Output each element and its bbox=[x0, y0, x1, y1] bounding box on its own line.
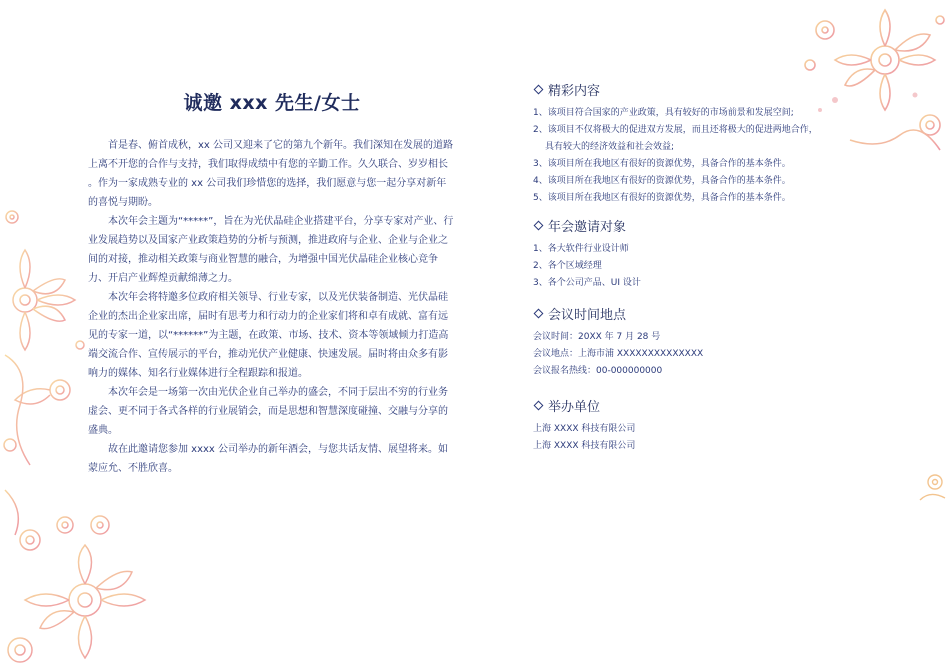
meeting-location: 会议地点：上海市浦 XXXXXXXXXXXXXX bbox=[533, 349, 704, 359]
body-paragraph-1a: 首是春、俯首成秋，xx 公司又迎来了它的第九个新年。我们深知在发展的道路上离不开您的合作与支持，我们取得成绩中有您的辛勤工作。久久联合、岁岁相长 bbox=[88, 140, 454, 170]
floral-decoration-left-middle bbox=[0, 205, 95, 475]
list-item: 4、该项目所在我地区有很好的资源优势，具备合作的基本条件。 bbox=[533, 176, 791, 186]
section-heading bbox=[533, 304, 833, 323]
list-item: 2、该项目不仅将极大的促进双方发展，而且还将极大的促进两地合作， bbox=[533, 125, 818, 135]
organizer-list bbox=[533, 421, 833, 455]
heading-text: 举办单位 bbox=[548, 400, 601, 415]
section-highlights bbox=[533, 80, 833, 207]
body-paragraph-2: 本次年会主题为“*****”，旨在为光伏晶硅企业搭建平台，分享专家对产业、行业发展趋势以及国家产业政策趋势的分析与预测，推进政府与企业、企业与企业之间的对接，推动相关政策与商业智慧的融合，为增强中国光伏晶硅企业核心竞争力、开启产业辉煌贡献绵薄之力。 bbox=[88, 216, 454, 284]
invitation-title: 诚邀 xxx 先生/女士 bbox=[183, 92, 361, 114]
list-item: 3、该项目所在我地区有很好的资源优势，具备合作的基本条件。 bbox=[533, 159, 791, 169]
list-item: 5、该项目所在我地区有很好的资源优势，具备合作的基本条件。 bbox=[533, 193, 791, 203]
list-item: 3、各个公司产品、UI 设计 bbox=[533, 278, 641, 288]
list-item: 1、该项目符合国家的产业政策，具有较好的市场前景和发展空间; bbox=[533, 108, 794, 118]
organizer-name: 上海 XXXX 科技有限公司 bbox=[533, 441, 636, 451]
invitee-list bbox=[533, 241, 833, 292]
registration-hotline: 会议报名热线：00-000000000 bbox=[533, 366, 663, 376]
organizer-name: 上海 XXXX 科技有限公司 bbox=[533, 424, 636, 434]
body-paragraph-4: 本次年会是一场第一次由光伏企业自己举办的盛会，不同于层出不穷的行业务虚会、更不同于各式各样的行业展销会，而是思想和智慧深度碰撞、交融与分享的盛典。 bbox=[88, 387, 448, 436]
diamond-bullet-icon bbox=[534, 221, 544, 231]
body-paragraph-5: 故在此邀请您参加 xxxx 公司举办的新年酒会，与您共话友情、展望将来。如蒙应允、不胜欣喜。 bbox=[88, 444, 449, 474]
diamond-bullet-icon bbox=[534, 309, 544, 319]
section-organizers bbox=[533, 396, 833, 455]
diamond-bullet-icon bbox=[534, 85, 544, 95]
section-heading bbox=[533, 396, 833, 415]
section-heading bbox=[533, 216, 833, 235]
diamond-bullet-icon bbox=[534, 401, 544, 411]
invitation-body bbox=[88, 136, 456, 478]
body-paragraph-3: 本次年会将特邀多位政府相关领导、行业专家，以及光伏装备制造、光伏晶硅企业的杰出企业家出席，届时有思考力和行动力的企业家们将和卓有成就、富有远见的专家一道，以“******”为主题，在政策、市场、技术、资本等领域倾力打造高端交流合作、宣传展示的平台，推动光伏产业健康、快速发展。届时将由众多有影响力的媒体、知名行业媒体进行全程跟踪和报道。 bbox=[88, 292, 449, 379]
heading-text: 年会邀请对象 bbox=[548, 220, 627, 235]
section-heading bbox=[533, 80, 833, 99]
section-invitees bbox=[533, 216, 833, 292]
heading-text: 会议时间地点 bbox=[548, 308, 627, 323]
section-time-place bbox=[533, 304, 833, 380]
list-item-continuation: 具有较大的经济效益和社会效益; bbox=[545, 142, 675, 152]
floral-decoration-bottom-left bbox=[0, 480, 160, 672]
list-item: 1、各大软件行业设计师 bbox=[533, 244, 629, 254]
floral-decoration-bottom-right bbox=[905, 470, 950, 510]
heading-text: 精彩内容 bbox=[548, 84, 601, 99]
meeting-time: 会议时间：20XX 年 7 月 28 号 bbox=[533, 332, 661, 342]
list-item: 2、各个区域经理 bbox=[533, 261, 602, 271]
highlight-list bbox=[533, 105, 833, 207]
time-place-list bbox=[533, 329, 833, 380]
body-paragraph-1b: 。作为一家成熟专业的 xx 公司我们珍惜您的选择，我们愿意与您一起分享对新年的喜悦与期盼。 bbox=[88, 178, 447, 208]
